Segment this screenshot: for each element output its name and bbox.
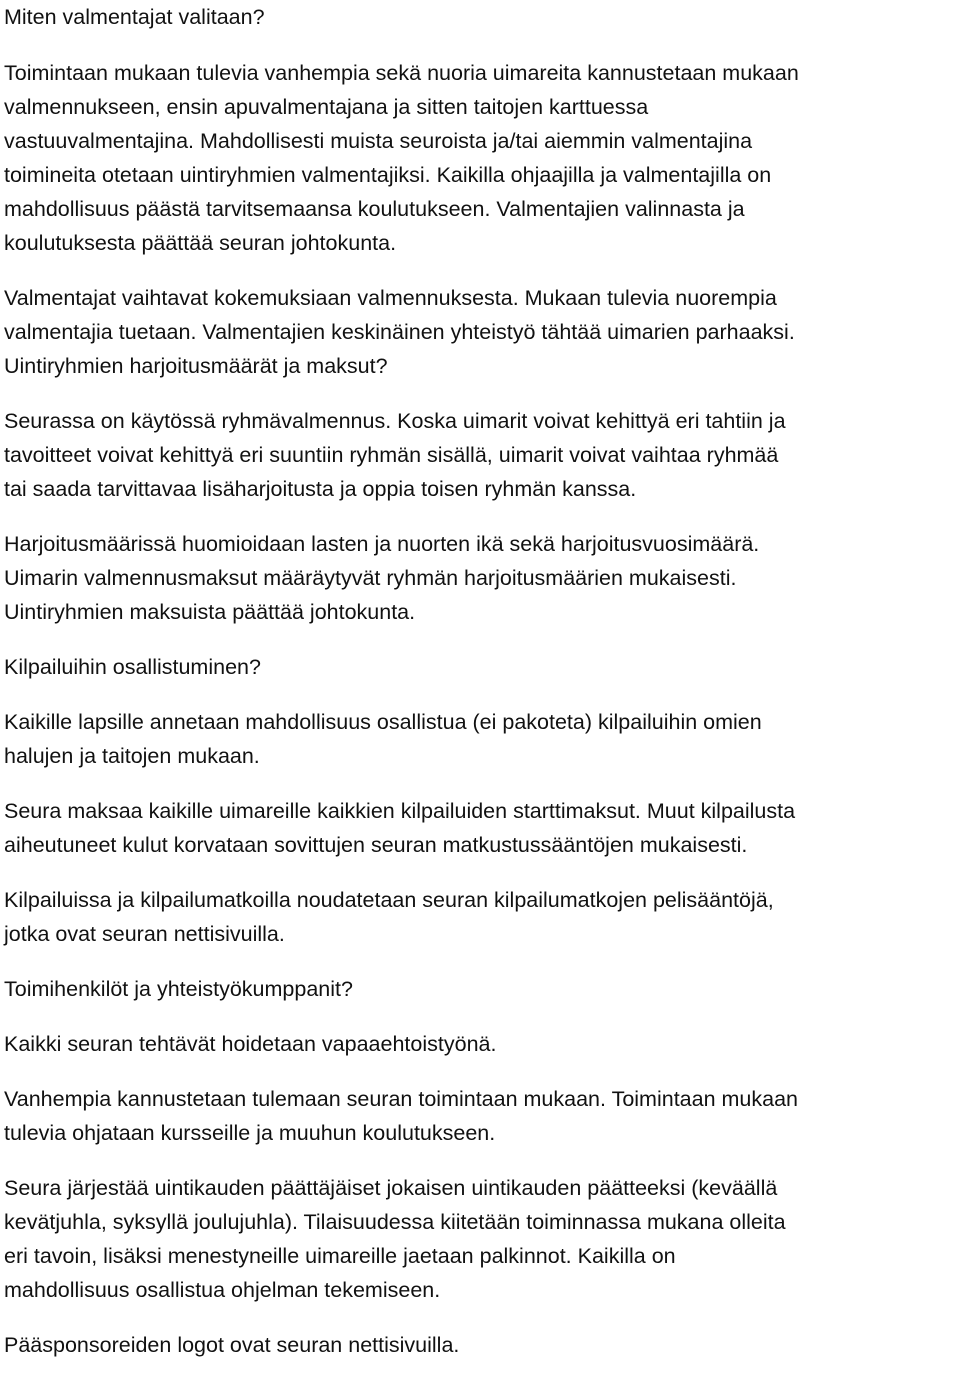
section-heading-officials-partners: Toimihenkilöt ja yhteistyökumppanit? bbox=[4, 977, 353, 1001]
paragraph-competition-fees: Seura maksaa kaikille uimareille kaikkien kilpailuiden starttimaksut. Muut kilpailusta aiheutuneet kulut korvataan sovittujen seuran matkustussääntöjen mukaisesti. bbox=[4, 799, 796, 857]
paragraph-training-amounts: Harjoitusmäärissä huomioidaan lasten ja nuorten ikä sekä harjoitusvuosimäärä. Uimarin valmennusmaksut määräytyvät ryhmän harjoitusmäärien mukaisesti. Uintiryhmien maksuista päättää johtokunta. bbox=[4, 532, 760, 624]
spacer bbox=[4, 260, 954, 281]
section-heading-coach-selection: Miten valmentajat valitaan? bbox=[4, 5, 265, 29]
paragraph-sponsor-logos: Pääsponsoreiden logot ovat seuran nettisivuilla. bbox=[4, 1333, 460, 1357]
spacer bbox=[4, 34, 954, 56]
paragraph-volunteer-work: Kaikki seuran tehtävät hoidetaan vapaaehtoistyönä. bbox=[4, 1032, 497, 1056]
paragraph-competition-participation: Kaikille lapsille annetaan mahdollisuus osallistua (ei pakoteta) kilpailuihin omien halujen ja taitojen mukaan. bbox=[4, 710, 762, 768]
document-page bbox=[4, 0, 954, 1362]
spacer bbox=[4, 1006, 954, 1027]
paragraph-group-coaching: Seurassa on käytössä ryhmävalmennus. Koska uimarit voivat kehittyä eri tahtiin ja tavoitteet voivat kehittyä eri suuntiin ryhmän sisällä, uimarit voivat vaihtaa ryhmää tai saada tarvittavaa lisäharjoitusta ja oppia toisen ryhmän kanssa. bbox=[4, 409, 786, 501]
spacer bbox=[4, 1150, 954, 1171]
section-heading-competitions: Kilpailuihin osallistuminen? bbox=[4, 655, 261, 679]
paragraph-competition-rules: Kilpailuissa ja kilpailumatkoilla noudatetaan seuran kilpailumatkojen pelisääntöjä, jotka ovat seuran nettisivuilla. bbox=[4, 888, 774, 946]
paragraph-coach-cooperation: Valmentajat vaihtavat kokemuksiaan valmennuksesta. Mukaan tulevia nuorempia valmentajia tuetaan. Valmentajien keskinäinen yhteistyö tähtää uimarien parhaaksi. bbox=[4, 286, 795, 344]
spacer bbox=[4, 383, 954, 404]
spacer bbox=[4, 506, 954, 527]
spacer bbox=[4, 1307, 954, 1328]
spacer bbox=[4, 684, 954, 705]
spacer bbox=[4, 773, 954, 794]
spacer bbox=[4, 862, 954, 883]
spacer bbox=[4, 951, 954, 972]
paragraph-parent-involvement: Vanhempia kannustetaan tulemaan seuran toimintaan mukaan. Toimintaan mukaan tulevia ohjataan kursseille ja muuhun koulutukseen. bbox=[4, 1087, 799, 1145]
section-heading-training-fees: Uintiryhmien harjoitusmäärät ja maksut? bbox=[4, 354, 388, 378]
paragraph-coach-recruitment: Toimintaan mukaan tulevia vanhempia sekä nuoria uimareita kannustetaan mukaan valmennukseen, ensin apuvalmentajana ja sitten taitojen karttuessa vastuuvalmentajina. Mahdollisesti muista seuroista ja/tai aiemmin valmentajina toimineita otetaan uintiryhmien valmentajiksi. Kaikilla ohjaajilla ja valmentajilla on mahdollisuus päästä tarvitsemaansa koulutukseen. Valmentajien valinnasta ja koulutuksesta päättää seuran johtokunta. bbox=[4, 61, 799, 255]
spacer bbox=[4, 629, 954, 650]
spacer bbox=[4, 1061, 954, 1082]
paragraph-season-celebrations: Seura järjestää uintikauden päättäjäiset jokaisen uintikauden päätteeksi (keväällä kevätjuhla, syksyllä joulujuhla). Tilaisuudessa kiitetään toiminnassa mukana olleita eri tavoin, lisäksi menestyneille uimareille jaetaan palkinnot. Kaikilla on mahdollisuus osallistua ohjelman tekemiseen. bbox=[4, 1176, 786, 1302]
